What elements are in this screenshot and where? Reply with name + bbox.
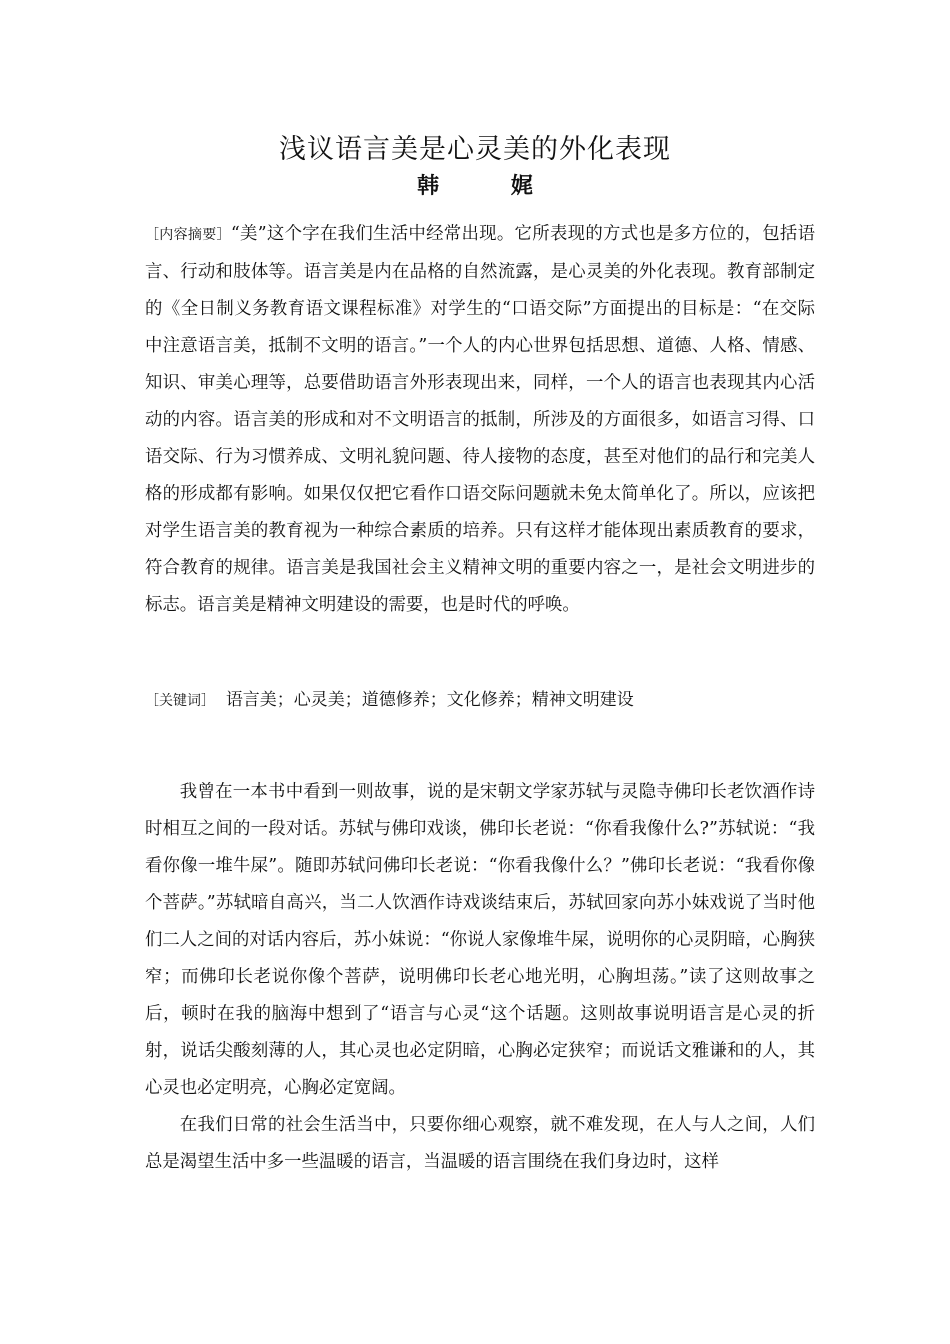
article-body xyxy=(145,774,815,1181)
abstract-label: ［内容摘要］ xyxy=(145,227,231,243)
keywords-section xyxy=(145,682,815,720)
abstract-text: “美”这个字在我们生活中经常出现。它所表现的方式也是多方位的，包括语言、行动和肢体等。语言美是内在品格的自然流露，是心灵美的外化表现。教育部制定的《全日制义务教育语文课程标准》对学生的“口语交际”方面提出的目标是：“在交际中注意语言美，抵制不文明的语言。”一个人的内心世界包括思想、道德、人格、情感、知识、审美心理等，总要借助语言外形表现出来，同样，一个人的语言也表现其内心活动的内容。语言美的形成和对不文明语言的抵制，所涉及的方面很多，如语言习得、口语交际、行为习惯养成、文明礼貌问题、待人接物的态度，甚至对他们的品行和完美人格的形成都有影响。如果仅仅把它看作口语交际问题就未免太简单化了。所以，应该把对学生语言美的教育视为一种综合素质的培养。只有这样才能体现出素质教育的要求，符合教育的规律。语言美是我国社会主义精神文明的重要内容之一，是社会文明进步的标志。语言美是精神文明建设的需要，也是时代的呼唤。 xyxy=(145,224,815,615)
abstract-section xyxy=(145,216,815,624)
article-author: 韩 娓 xyxy=(417,174,565,199)
body-paragraph-2: 在我们日常的社会生活当中，只要你细心观察，就不难发现，在人与人之间，人们总是渴望生活中多一些温暖的语言，当温暖的语言围绕在我们身边时，这样 xyxy=(145,1115,815,1172)
body-paragraph-1: 我曾在一本书中看到一则故事，说的是宋朝文学家苏轼与灵隐寺佛印长老饮酒作诗时相互之间的一段对话。苏轼与佛印戏谈，佛印长老说：“你看我像什么?”苏轼说：“我看你像一堆牛屎”。随即苏轼问佛印长老说：“你看我像什么？”佛印长老说：“我看你像个菩萨。”苏轼暗自高兴，当二人饮酒作诗戏谈结束后，苏轼回家向苏小妹戏说了当时他们二人之间的对话内容后，苏小妹说：“你说人家像堆牛屎，说明你的心灵阴暗，心胸狭窄；而佛印长老说你像个菩萨，说明佛印长老心地光明，心胸坦荡。”读了这则故事之后，顿时在我的脑海中想到了“语言与心灵“这个话题。这则故事说明语言是心灵的折射，说话尖酸刻薄的人，其心灵也必定阴暗，心胸必定狭窄；而说话文雅谦和的人，其心灵也必定明亮，心胸必定宽阔。 xyxy=(145,782,815,1098)
keywords-text: 语言美；心灵美；道德修养；文化修养；精神文明建设 xyxy=(225,690,634,710)
article-title: 浅议语言美是心灵美的外化表现 xyxy=(279,134,671,165)
keywords-label: ［关键词］ xyxy=(145,693,215,709)
